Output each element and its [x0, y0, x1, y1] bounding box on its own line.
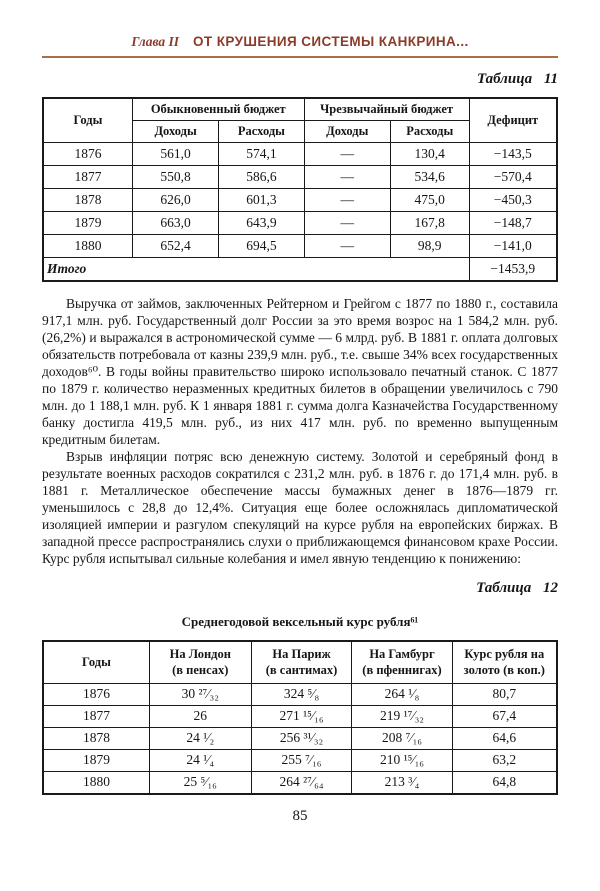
exchange-rate-table	[42, 640, 558, 795]
total-deficit-value: −1453,9	[469, 258, 557, 282]
col-header-ordinary-budget: Обыкновенный бюджет	[132, 98, 304, 121]
cell-extraordinary-expense: 534,6	[390, 166, 469, 189]
col-header-extraordinary-income: Доходы	[304, 121, 390, 143]
col-unit: (в сантимах)	[265, 663, 338, 678]
table-row	[43, 749, 557, 771]
cell-gold-rate: 67,4	[452, 705, 557, 727]
cell-year: 1880	[43, 771, 149, 794]
cell-gold-rate: 64,8	[452, 771, 557, 794]
exchange-table-body	[43, 683, 557, 794]
budget-table-header	[43, 98, 557, 143]
cell-ordinary-expense: 601,3	[219, 189, 304, 212]
cell-deficit: −450,3	[469, 189, 557, 212]
col-unit: (в пенсах)	[172, 663, 229, 678]
cell-extraordinary-income: —	[304, 143, 390, 166]
chapter-header	[42, 33, 558, 58]
cell-extraordinary-expense: 98,9	[390, 235, 469, 258]
col-label: На Лондон	[169, 647, 231, 661]
col-unit: (в пфеннигах)	[362, 663, 442, 678]
col-header-ordinary-income: Доходы	[132, 121, 218, 143]
table-row	[43, 727, 557, 749]
table-row	[43, 189, 557, 212]
table-row	[43, 143, 557, 166]
cell-london-rate: 24 ¹⁄₄	[149, 749, 251, 771]
cell-gold-rate: 80,7	[452, 683, 557, 705]
page-number: 85	[292, 807, 308, 824]
col-label: На Гамбург	[369, 647, 435, 661]
col-header-years	[43, 641, 149, 683]
cell-london-rate: 25 ⁵⁄₁₆	[149, 771, 251, 794]
cell-ordinary-income: 663,0	[132, 212, 218, 235]
cell-london-rate: 24 ¹⁄₂	[149, 727, 251, 749]
paragraph-loans-revenue: Выручка от займов, заключенных Рейтерном и Грейгом с 1877 по 1880 г., составила 917,1 млн. руб. Государственный долг России за это время возрос на 1 584,2 млн. руб. (26,2%) и выражался в астрономической сумме — 6 млрд. руб. В 1881 г. оплата долговых обязательств потребовала от казны 239,9 млн. руб., т.е. свыше 34% всех государственных доходов⁶⁰. В годы войны правительство широко использовало печатный станок. С 1877 по 1879 г. количество неразменных кредитных билетов в обращении увеличилось с 790 млн. до 1 188,1 млн. руб. К 1 января 1881 г. сумма долга Казначейства Государственному банку достигла 419,5 млн. руб., из них 417 млн. руб. по временно выпущенным кредитным билетам.	[42, 296, 558, 447]
cell-ordinary-expense: 574,1	[219, 143, 304, 166]
header-row	[43, 641, 557, 683]
col-unit: золото (в коп.)	[463, 663, 545, 678]
cell-extraordinary-income: —	[304, 212, 390, 235]
table12-title: Среднегодовой вексельный курс рубля⁶¹	[181, 614, 419, 629]
cell-extraordinary-income: —	[304, 235, 390, 258]
table-row	[43, 683, 557, 705]
cell-paris-rate: 264 ²⁷⁄₆₄	[251, 771, 352, 794]
cell-extraordinary-income: —	[304, 166, 390, 189]
cell-year: 1878	[43, 189, 132, 212]
cell-hamburg-rate: 264 ¹⁄₈	[352, 683, 452, 705]
chapter-title: ОТ КРУШЕНИЯ СИСТЕМЫ КАНКРИНА...	[193, 34, 469, 49]
col-header-extraordinary-expense: Расходы	[390, 121, 469, 143]
table12-caption: Таблица 12	[476, 580, 558, 596]
cell-year: 1876	[43, 683, 149, 705]
cell-year: 1879	[43, 749, 149, 771]
cell-london-rate: 26	[149, 705, 251, 727]
cell-extraordinary-expense: 167,8	[390, 212, 469, 235]
cell-gold-rate: 64,6	[452, 727, 557, 749]
cell-paris-rate: 256 ³¹⁄₃₂	[251, 727, 352, 749]
cell-paris-rate: 271 ¹⁵⁄₁₆	[251, 705, 352, 727]
cell-gold-rate: 63,2	[452, 749, 557, 771]
cell-year: 1877	[43, 166, 132, 189]
cell-year: 1879	[43, 212, 132, 235]
table-row	[43, 166, 557, 189]
cell-hamburg-rate: 219 ¹⁷⁄₃₂	[352, 705, 452, 727]
col-header-ordinary-expense: Расходы	[219, 121, 304, 143]
col-label: Курс рубля на	[464, 647, 545, 661]
budget-table-body	[43, 143, 557, 282]
col-header-extraordinary-budget: Чрезвычайный бюджет	[304, 98, 469, 121]
cell-deficit: −141,0	[469, 235, 557, 258]
chapter-label: Глава II	[131, 34, 180, 49]
col-header-paris	[251, 641, 352, 683]
cell-year: 1878	[43, 727, 149, 749]
cell-ordinary-income: 550,8	[132, 166, 218, 189]
table-row	[43, 235, 557, 258]
col-header-deficit: Дефицит	[469, 98, 557, 143]
table-row	[43, 705, 557, 727]
cell-year: 1877	[43, 705, 149, 727]
col-header-hamburg	[352, 641, 452, 683]
cell-ordinary-expense: 694,5	[219, 235, 304, 258]
exchange-table-header	[43, 641, 557, 683]
cell-ordinary-expense: 643,9	[219, 212, 304, 235]
cell-extraordinary-income: —	[304, 189, 390, 212]
cell-deficit: −143,5	[469, 143, 557, 166]
cell-hamburg-rate: 213 ³⁄₄	[352, 771, 452, 794]
table-row	[43, 771, 557, 794]
budget-table	[42, 97, 558, 282]
total-label: Итого	[43, 258, 469, 282]
col-header-london	[149, 641, 251, 683]
cell-paris-rate: 255 ⁷⁄₁₆	[251, 749, 352, 771]
col-label: На Париж	[272, 647, 331, 661]
table11-caption: Таблица 11	[476, 71, 558, 87]
paragraph-inflation: Взрыв инфляции потряс всю денежную систему. Золотой и серебряный фонд в результате военных расходов сократился с 231,2 млн. руб. в 1876 г. до 171,4 млн. руб. в 1881 г. Металлическое обеспечение массы бумажных денег в 1876—1879 гг. уменьшилось с 28,8 до 12,4%. Ситуация еще более осложнялась дипломатической изоляцией империи и разгулом спекуляций на курсе рубля на европейских биржах. В западной прессе распространялись слухи о приближающемся финансовом крахе России. Курс рубля испытывал сильные колебания и имел явную тенденцию к понижению:	[42, 449, 558, 566]
cell-ordinary-income: 652,4	[132, 235, 218, 258]
col-header-years: Годы	[43, 98, 132, 143]
cell-hamburg-rate: 208 ⁷⁄₁₆	[352, 727, 452, 749]
cell-ordinary-income: 561,0	[132, 143, 218, 166]
col-header-gold-rate	[452, 641, 557, 683]
cell-ordinary-expense: 586,6	[219, 166, 304, 189]
cell-hamburg-rate: 210 ¹⁵⁄₁₆	[352, 749, 452, 771]
col-label: Годы	[82, 655, 111, 670]
cell-extraordinary-expense: 130,4	[390, 143, 469, 166]
cell-extraordinary-expense: 475,0	[390, 189, 469, 212]
cell-year: 1880	[43, 235, 132, 258]
cell-london-rate: 30 ²⁷⁄₃₂	[149, 683, 251, 705]
header-row-groups	[43, 98, 557, 121]
cell-paris-rate: 324 ⁵⁄₈	[251, 683, 352, 705]
table-row	[43, 212, 557, 235]
cell-year: 1876	[43, 143, 132, 166]
total-row	[43, 258, 557, 282]
cell-ordinary-income: 626,0	[132, 189, 218, 212]
cell-deficit: −148,7	[469, 212, 557, 235]
cell-deficit: −570,4	[469, 166, 557, 189]
